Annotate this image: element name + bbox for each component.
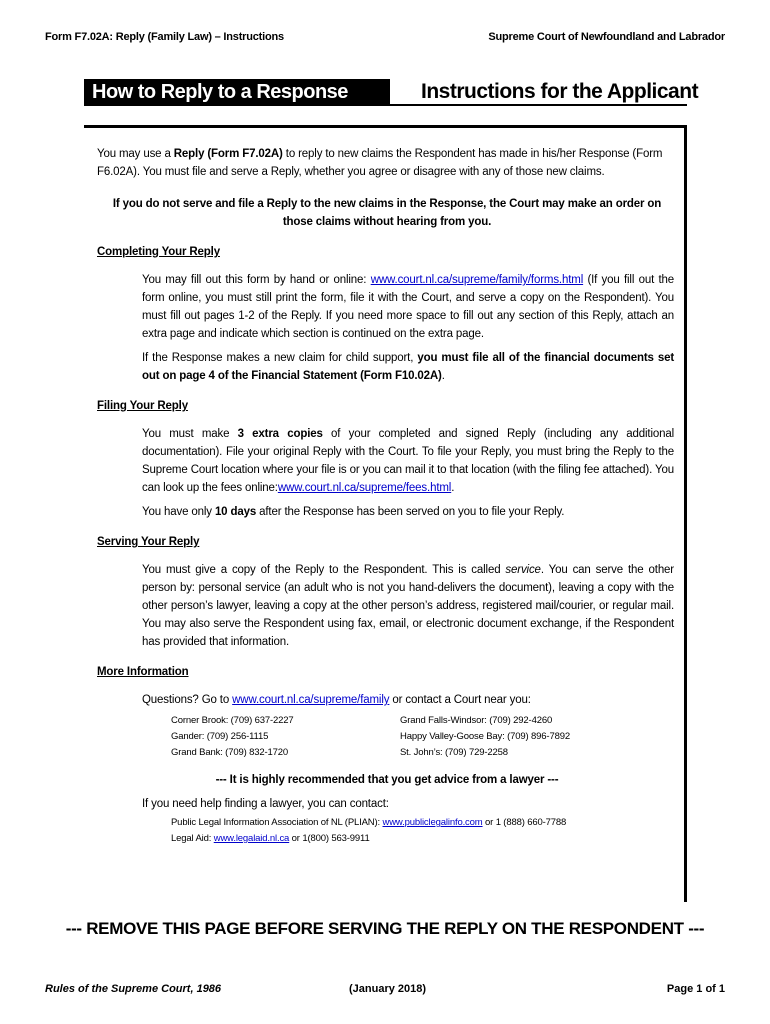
legal-contacts — [171, 815, 677, 847]
section-heading-filing: Filing Your Reply — [97, 400, 188, 412]
page-title: How to Reply to a Response — [84, 79, 390, 104]
serving-paragraph: You must give a copy of the Reply to the Respondent. This is called service. You can serve the other person by: personal service (an adult who is not you hand-delivers the document), leaving a copy with the other person’s lawyer, leaving a copy at the other person’s address, registered mail/courier, or regular mail. You may also serve the Respondent using fax, email, or electronic document exchange, if the Respondent has provided that information. — [142, 564, 674, 648]
header-form-title: Form F7.02A: Reply (Family Law) – Instructions — [45, 31, 284, 43]
forms-link[interactable]: www.court.nl.ca/supreme/family/forms.html — [370, 274, 584, 286]
footer-page-number: Page 1 of 1 — [666, 983, 725, 995]
plian-contact: Public Legal Information Association of NL (PLIAN): www.publiclegalinfo.com or 1 (888) 660-7788 — [171, 817, 567, 828]
instructions-content — [97, 145, 677, 847]
warning-notice: If you do not serve and file a Reply to the new claims in the Response, the Court may make an order on those claims without hearing from you. — [112, 198, 662, 228]
contact-entry: St. John’s: (709) 729-2258 — [400, 747, 508, 758]
section-heading-completing: Completing Your Reply — [97, 246, 220, 258]
plian-link[interactable]: www.publiclegalinfo.com — [382, 817, 483, 828]
contact-entry: Corner Brook: (709) 637-2227 — [171, 715, 294, 726]
completing-paragraph-2: If the Response makes a new claim for child support, you must file all of the financial documents set out on page 4 of the Financial Statement (Form F10.02A). — [142, 352, 674, 382]
court-contacts — [171, 713, 677, 761]
contact-entry: Happy Valley-Goose Bay: (709) 896-7892 — [400, 731, 570, 742]
filing-paragraph-2: You have only 10 days after the Response has been served on you to file your Reply. — [142, 506, 565, 518]
lawyer-help-line: If you need help finding a lawyer, you can contact: — [142, 798, 389, 810]
lawyer-advice-notice: --- It is highly recommended that you get advice from a lawyer --- — [215, 774, 559, 786]
footer-rules: Rules of the Supreme Court, 1986 — [45, 983, 222, 995]
contact-entry: Grand Falls-Windsor: (709) 292-4260 — [400, 715, 553, 726]
contact-entry: Grand Bank: (709) 832-1720 — [171, 747, 289, 758]
filing-paragraph-1: You must make 3 extra copies of your completed and signed Reply (including any additional documentation). File your original Reply with the Court. To file your Reply, you must bring the Reply to the Supreme Court location where your file is or you can mail it to that location (with the filing fee attached). You can look up the fees online:www.court.nl.ca/supreme/fees.html. — [142, 428, 674, 494]
questions-line: Questions? Go to www.court.nl.ca/supreme/family or contact a Court near you: — [142, 694, 531, 706]
title-divider — [84, 104, 687, 106]
section-heading-more-info: More Information — [97, 666, 189, 678]
contact-entry: Gander: (709) 256-1115 — [171, 731, 269, 742]
section-heading-serving: Serving Your Reply — [97, 536, 200, 548]
page-subtitle: Instructions for the Applicant — [421, 80, 699, 103]
header-court-name: Supreme Court of Newfoundland and Labrador — [488, 31, 725, 43]
intro-paragraph: You may use a Reply (Form F7.02A) to reply to new claims the Respondent has made in his/her Response (Form F6.02A). You must file and serve a Reply, whether you agree or disagree with any of those new claims. — [97, 148, 663, 178]
family-court-link[interactable]: www.court.nl.ca/supreme/family — [232, 694, 390, 706]
footer-date: (January 2018) — [349, 983, 427, 995]
legal-aid-contact: Legal Aid: www.legalaid.nl.ca or 1(800) 563-9911 — [171, 833, 370, 844]
fees-link[interactable]: www.court.nl.ca/supreme/fees.html — [277, 482, 452, 494]
legal-aid-link[interactable]: www.legalaid.nl.ca — [213, 833, 290, 844]
remove-page-notice: --- REMOVE THIS PAGE BEFORE SERVING THE REPLY ON THE RESPONDENT --- — [65, 919, 705, 938]
completing-paragraph-1: You may fill out this form by hand or online: www.court.nl.ca/supreme/family/forms.html (If you fill out the form online, you must still print the form, file it with the Court, and serve a copy on the Respondent). You must fill out pages 1-2 of the Reply. If you need more space to fill out any section of this Reply, attach an extra page and indicate which section is continued on the extra page. — [142, 274, 674, 340]
